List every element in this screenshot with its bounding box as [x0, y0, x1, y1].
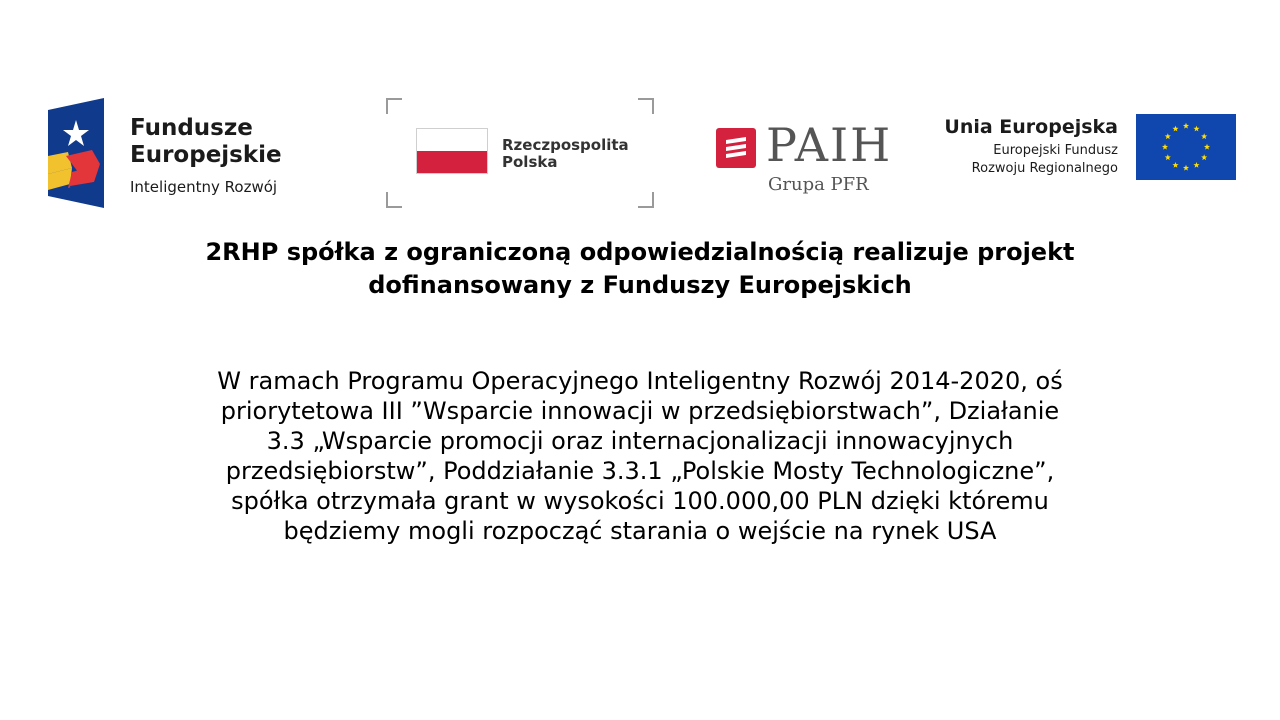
- body-line: spółka otrzymała grant w wysokości 100.000,00 PLN dzięki któremu: [231, 487, 1049, 515]
- paih-subtitle: Grupa PFR: [768, 174, 869, 195]
- headline-line: dofinansowany z Funduszy Europejskich: [368, 271, 912, 299]
- body-line: 3.3 „Wsparcie promocji oraz internacjonalizacji innowacyjnych: [266, 427, 1014, 455]
- body-paragraph: [150, 366, 1130, 546]
- fundusze-flag-icon: [48, 98, 104, 208]
- body-line: W ramach Programu Operacyjnego Inteligentny Rozwój 2014-2020, oś: [217, 367, 1063, 395]
- unia-europejska-logo: [946, 112, 1238, 184]
- frame-corner: [638, 192, 654, 208]
- body-line: priorytetowa III ”Wsparcie innowacji w przedsiębiorstwach”, Działanie: [220, 397, 1060, 425]
- rzeczpospolita-line2: Polska: [502, 153, 558, 171]
- rzeczpospolita-logo: [386, 98, 654, 208]
- rzeczpospolita-line1: Rzeczpospolita: [502, 136, 629, 154]
- frame-corner: [386, 98, 402, 114]
- fundusze-title-line2: Europejskie: [130, 142, 282, 168]
- frame-corner: [638, 98, 654, 114]
- unia-title: Unia Europejska: [944, 116, 1118, 138]
- paih-logo: [716, 120, 906, 200]
- body-line: będziemy mogli rozpocząć starania o wejście na rynek USA: [283, 517, 997, 545]
- fundusze-title-line1: Fundusze: [130, 115, 253, 141]
- fundusze-subtitle: Inteligentny Rozwój: [130, 178, 278, 196]
- body-line: przedsiębiorstw”, Poddziałanie 3.3.1 „Polskie Mosty Technologiczne”,: [225, 457, 1055, 485]
- frame-corner: [386, 192, 402, 208]
- headline: [140, 236, 1140, 302]
- paih-name: PAIH: [766, 118, 893, 172]
- paih-mark-icon: [716, 128, 756, 168]
- polish-flag-icon: [416, 128, 488, 174]
- fundusze-europejskie-logo: [48, 98, 318, 210]
- headline-line: 2RHP spółka z ograniczoną odpowiedzialnością realizuje projekt: [205, 238, 1075, 266]
- eu-flag-icon: [1136, 114, 1236, 180]
- unia-subtitle-line2: Rozwoju Regionalnego: [971, 161, 1118, 176]
- logo-bar: [0, 0, 1280, 220]
- unia-subtitle-line1: Europejski Fundusz: [993, 143, 1118, 158]
